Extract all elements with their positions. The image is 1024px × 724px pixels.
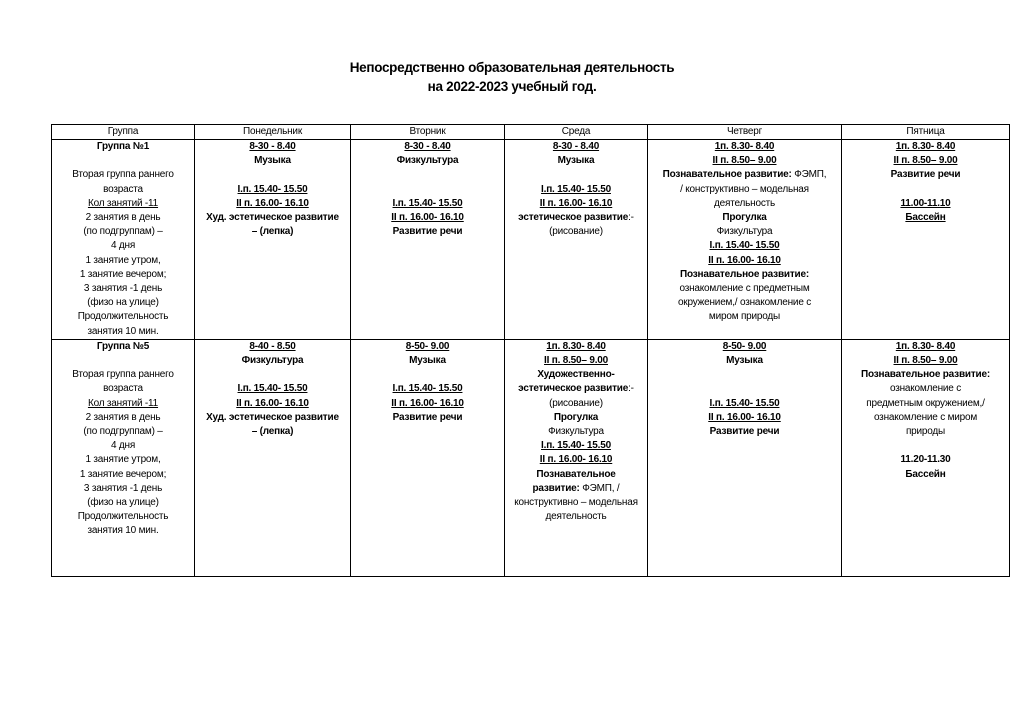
time-slot: 1п. 8.30- 8.40 (895, 141, 956, 152)
time-slot: I.п. 15.40- 15.50 (237, 383, 308, 395)
time-slot: II п. 16.00- 16.10 (539, 454, 613, 466)
group-note: (по подгруппам) – (83, 426, 163, 438)
time-slot: II п. 8.50– 9.00 (893, 355, 958, 367)
activity (507, 482, 645, 496)
time-slot: 1п. 8.30- 8.40 (546, 340, 606, 352)
group-note: (физо на улице) (87, 297, 159, 309)
time-slot: II п. 16.00- 16.10 (708, 411, 781, 423)
header-tuesday: Вторник (351, 125, 505, 140)
activity-bold: развитие: (532, 482, 580, 494)
time-slot: 11.00-11.10 (900, 197, 951, 209)
header-group: Группа (52, 125, 195, 140)
activity: (рисование) (549, 397, 603, 409)
time-slot: I.п. 15.40- 15.50 (709, 397, 780, 409)
activity: Художественно- (537, 369, 615, 381)
time-slot: 8-30 - 8.40 (249, 141, 296, 152)
time-slot: II п. 8.50– 9.00 (893, 155, 958, 167)
activity: Познавательное (536, 468, 616, 480)
group-name: Группа №5 (96, 340, 150, 352)
activity-bold: эстетическое развитие (518, 383, 629, 395)
time-slot: 8-50- 9.00 (405, 340, 450, 352)
group-desc: Вторая группа раннего (72, 369, 174, 381)
time-slot: II п. 16.00- 16.10 (539, 197, 613, 209)
activity: Бассейн (905, 212, 946, 223)
activity: Познавательное развитие: (680, 268, 809, 280)
document-title: Непосредственно образовательная деятельность (349, 60, 675, 75)
header-row (52, 125, 1010, 140)
activity-suffix: ФЭМП, (791, 169, 827, 181)
table-row (52, 339, 1010, 576)
time-slot: 8-50- 9.00 (722, 340, 767, 352)
activity: (рисование) (549, 226, 603, 238)
group-note: занятия 10 мин. (87, 325, 159, 337)
table-row (52, 140, 1010, 340)
tuesday-cell (351, 140, 505, 340)
activity: – (лепка) (251, 426, 294, 438)
group-note: 3 занятия -1 день (83, 283, 163, 295)
time-slot: I.п. 15.40- 15.50 (392, 197, 463, 209)
activity: Физкультура (548, 426, 604, 438)
activity: Музыка (409, 355, 446, 367)
group-desc: Вторая группа раннего (72, 169, 174, 181)
tuesday-cell (351, 339, 505, 576)
activity: Худ. эстетическое развитие (206, 411, 339, 423)
wednesday-cell (505, 140, 648, 340)
document-subtitle: на 2022-2023 учебный год. (427, 79, 597, 94)
header-friday: Пятница (842, 125, 1010, 140)
monday-cell (195, 339, 351, 576)
time-slot: 8-30 - 8.40 (552, 141, 600, 152)
group-name: Группа №1 (96, 141, 150, 152)
time-slot: 11.20-11.30 (900, 454, 951, 466)
wednesday-cell (505, 339, 648, 576)
group-note: 1 занятие утром, (85, 254, 161, 266)
activity: Физкультура (716, 226, 773, 238)
time-slot: II п. 16.00- 16.10 (391, 397, 464, 409)
group-note: 4 дня (110, 240, 136, 252)
group-cell (52, 339, 195, 576)
header-wednesday: Среда (505, 125, 648, 140)
group-note: 3 занятия -1 день (83, 482, 163, 494)
activity: Развитие речи (890, 169, 961, 181)
monday-cell (195, 140, 351, 340)
time-slot: II п. 16.00- 16.10 (236, 397, 309, 409)
time-slot: II п. 16.00- 16.10 (708, 254, 781, 266)
activity: Физкультура (241, 355, 304, 367)
activity: Худ. эстетическое развитие (206, 212, 339, 223)
time-slot: I.п. 15.40- 15.50 (709, 240, 780, 252)
lesson-count: Кол занятий -11 (87, 397, 159, 409)
activity: ознакомление с (889, 383, 962, 395)
time-slot: I.п. 15.40- 15.50 (237, 183, 308, 195)
group-note: 2 занятия в день (85, 212, 161, 223)
group-note: 1 занятие вечером; (79, 468, 167, 480)
time-slot: 1п. 8.30- 8.40 (895, 340, 956, 352)
activity: деятельность (545, 511, 607, 523)
time-slot: II п. 8.50– 9.00 (712, 155, 777, 167)
activity: миром природы (708, 311, 781, 323)
group-note: 4 дня (110, 440, 136, 452)
activity-bold: Познавательное развитие: (662, 169, 792, 181)
lesson-count: Кол занятий -11 (87, 197, 159, 209)
time-slot: 8-40 - 8.50 (249, 340, 296, 352)
activity: предметным окружением,/ (866, 397, 985, 409)
activity (507, 211, 645, 225)
header-thursday: Четверг (648, 125, 842, 140)
group-note: (физо на улице) (87, 497, 159, 509)
activity (507, 382, 645, 396)
activity: ознакомление с предметным (679, 283, 810, 295)
activity: Развитие речи (709, 426, 780, 438)
thursday-cell (648, 339, 842, 576)
activity: окружением,/ ознакомление с (677, 297, 812, 309)
activity: – (лепка) (251, 226, 294, 238)
group-note: 1 занятие утром, (85, 454, 161, 466)
friday-cell (842, 140, 1010, 340)
group-cell (52, 140, 195, 340)
activity: / конструктивно – модельная (680, 183, 809, 195)
activity-suffix: ФЭМП, / (579, 482, 620, 494)
activity: природы (905, 426, 946, 438)
activity: Развитие речи (392, 226, 463, 238)
group-desc: возраста (103, 183, 143, 195)
activity: Бассейн (905, 468, 946, 480)
group-note: 2 занятия в день (85, 411, 161, 423)
activity: Музыка (557, 155, 595, 167)
schedule-table (51, 124, 1010, 577)
time-slot: II п. 16.00- 16.10 (391, 211, 464, 223)
time-slot: II п. 8.50– 9.00 (544, 355, 608, 367)
activity: Физкультура (396, 155, 459, 167)
activity: Прогулка (722, 212, 767, 224)
group-note: (по подгруппам) – (83, 226, 163, 238)
time-slot: 1п. 8.30- 8.40 (714, 141, 775, 152)
activity-bold: эстетическое развитие (518, 212, 629, 223)
time-slot: I.п. 15.40- 15.50 (392, 383, 463, 395)
activity-suffix: :- (628, 212, 634, 223)
group-desc: возраста (103, 383, 143, 395)
group-note: Продолжительность (77, 511, 169, 523)
activity: Прогулка (553, 411, 599, 423)
activity-suffix: :- (628, 383, 634, 395)
activity (650, 168, 839, 182)
group-note: 1 занятие вечером; (79, 268, 167, 280)
activity: Музыка (254, 155, 291, 167)
group-note: Продолжительность (77, 311, 169, 323)
activity: ознакомление с миром (873, 411, 978, 423)
time-slot: 8-30 - 8.40 (404, 141, 451, 152)
activity: Развитие речи (392, 411, 463, 423)
activity: деятельность (713, 197, 776, 209)
activity: Познавательное развитие: (861, 369, 990, 381)
time-slot: II п. 16.00- 16.10 (236, 197, 309, 209)
time-slot: I.п. 15.40- 15.50 (541, 440, 611, 452)
activity: Музыка (726, 355, 763, 367)
activity: конструктивно – модельная (514, 497, 638, 509)
thursday-cell (648, 140, 842, 340)
group-note: занятия 10 мин. (87, 525, 159, 537)
friday-cell (842, 339, 1010, 576)
time-slot: I.п. 15.40- 15.50 (541, 183, 611, 195)
header-monday: Понедельник (195, 125, 351, 140)
